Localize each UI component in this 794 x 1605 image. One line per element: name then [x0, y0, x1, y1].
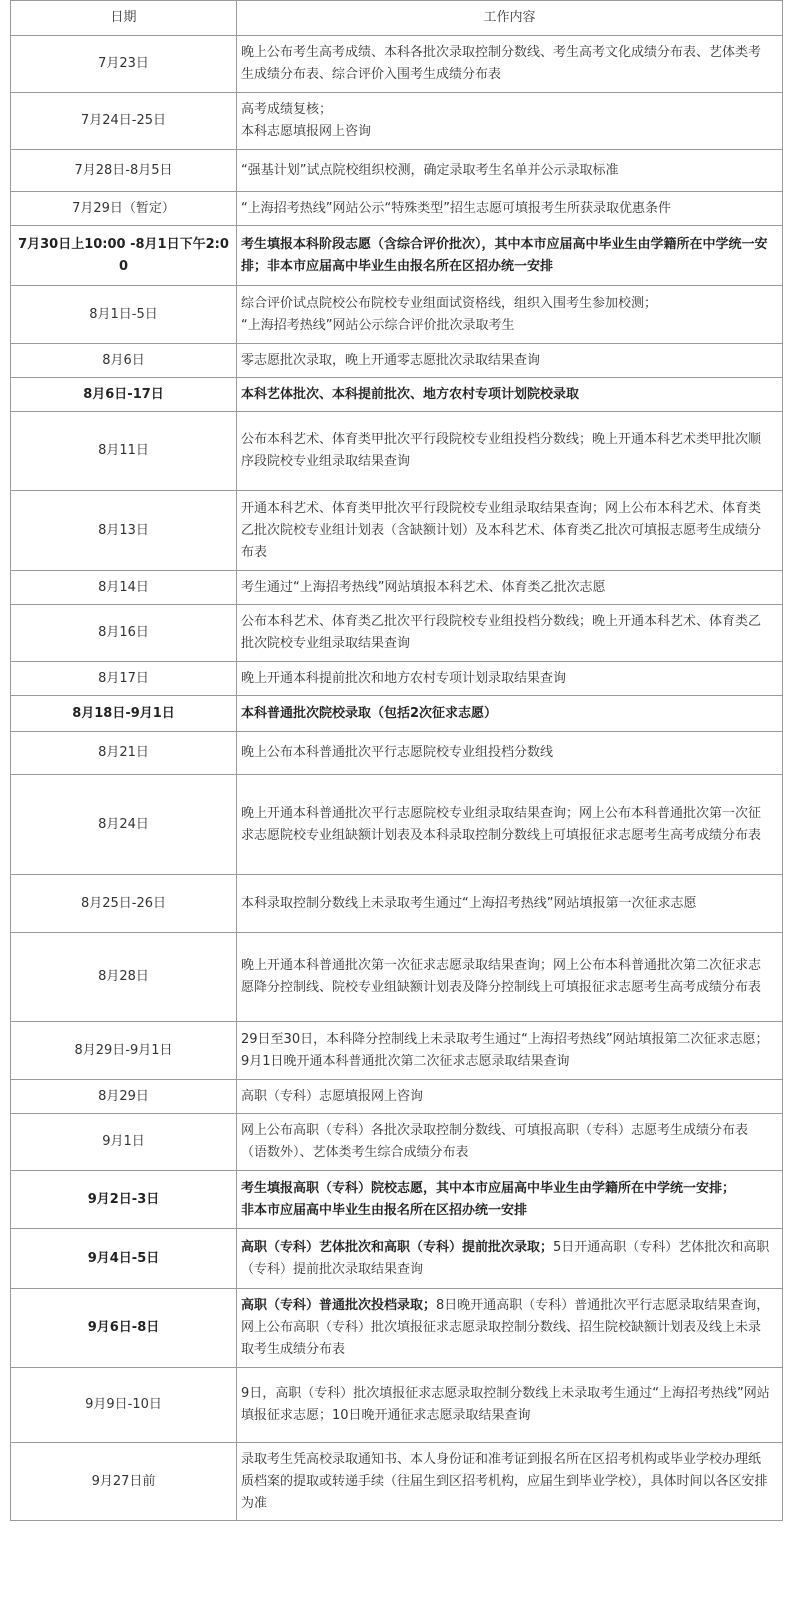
content-cell [237, 1368, 783, 1443]
content-text: “强基计划”试点院校组织校测，确定录取考生名单并公示录取标准 [241, 162, 619, 178]
content-text: 录取考生凭高校录取通知书、本人身份证和准考证到报名所在区招考机构或毕业学校办理纸质档案的提取或转递手续（往届生到区招考机构，应届生到毕业学校），具体时间以各区安排为准 [241, 1451, 768, 1511]
date-cell: 8月11日 [11, 412, 237, 491]
content-cell [237, 378, 783, 412]
content-line [241, 1200, 770, 1222]
date-cell: 9月9日-10日 [11, 1368, 237, 1443]
content-cell [237, 605, 783, 662]
date-cell: 8月1日-5日 [11, 286, 237, 344]
date-cell: 8月6日-17日 [11, 378, 237, 412]
content-text-bold: 非本市应届高中毕业生由报名所在区招办统一安排 [241, 1202, 528, 1218]
table-row [11, 286, 783, 344]
date-cell: 8月29日-9月1日 [11, 1022, 237, 1080]
date-cell: 8月24日 [11, 775, 237, 875]
content-text-bold: 本科普通批次院校录取（包括2次征求志愿） [241, 705, 498, 721]
date-cell: 8月18日-9月1日 [11, 696, 237, 732]
content-line [241, 577, 770, 599]
content-cell [237, 696, 783, 732]
table-row [11, 732, 783, 775]
content-line [241, 668, 770, 690]
content-line [241, 1383, 770, 1427]
content-cell [237, 36, 783, 93]
table-row [11, 696, 783, 732]
content-text: 8日晚开通高职（专科）普通批次平行志愿录取结果查询，网上公布高职（专科）批次填报征求志愿录取控制分数线、招生院校缺额计划表及线上未录取考生成绩分布表 [241, 1298, 770, 1357]
table-row [11, 571, 783, 605]
table-row [11, 605, 783, 662]
date-cell: 7月30日上10:00 -8月1日下午2:00 [11, 226, 237, 286]
content-line [241, 160, 770, 182]
content-cell [237, 1229, 783, 1289]
content-cell [237, 662, 783, 696]
content-text: 9日，高职（专科）批次填报征求志愿录取控制分数线上未录取考生通过“上海招考热线”网站填报征求志愿；10日晚开通征求志愿录取结果查询 [241, 1386, 770, 1423]
content-text-bold: 高职（专科）艺体批次和高职（专科）提前批次录取； [241, 1239, 554, 1255]
table-row [11, 933, 783, 1022]
content-text: 29日至30日，本科降分控制线上未录取考生通过“上海招考热线”网站填报第二次征求志愿；9月1日晚开通本科普通批次第二次征求志愿录取结果查询 [241, 1031, 769, 1069]
content-line [241, 429, 770, 473]
content-text: 高考成绩复核； [241, 102, 333, 117]
content-cell [237, 286, 783, 344]
content-cell [237, 491, 783, 571]
content-line [241, 893, 770, 915]
table-row [11, 875, 783, 933]
date-cell: 8月16日 [11, 605, 237, 662]
content-text: 零志愿批次录取，晚上开通零志愿批次录取结果查询 [241, 352, 541, 368]
content-cell [237, 875, 783, 933]
date-cell: 8月14日 [11, 571, 237, 605]
content-cell [237, 1289, 783, 1368]
date-cell: 8月28日 [11, 933, 237, 1022]
content-cell [237, 192, 783, 226]
content-line [241, 1295, 770, 1361]
content-cell [237, 226, 783, 286]
content-line [241, 611, 770, 655]
content-line [241, 350, 770, 372]
date-cell: 7月28日-8月5日 [11, 150, 237, 192]
content-text: 网上公布高职（专科）各批次录取控制分数线、可填报高职（专科）志愿考生成绩分布表（语数外）、艺体类考生综合成绩分布表 [241, 1123, 749, 1160]
content-cell [237, 571, 783, 605]
content-cell [237, 344, 783, 378]
header-content: 工作内容 [237, 1, 783, 36]
content-cell [237, 1114, 783, 1171]
content-line [241, 1178, 770, 1200]
content-line [241, 99, 770, 121]
content-text: 晚上开通本科提前批次和地方农村专项计划录取结果查询 [241, 670, 567, 686]
content-line [241, 121, 770, 143]
table-row [11, 1022, 783, 1080]
content-line [241, 742, 770, 764]
table-row [11, 1080, 783, 1114]
table-row [11, 1368, 783, 1443]
content-text: “上海招考热线”网站公示综合评价批次录取考生 [241, 317, 515, 333]
content-line [241, 1029, 770, 1073]
content-line [241, 1086, 770, 1108]
table-row [11, 150, 783, 192]
content-cell [237, 732, 783, 775]
table-row [11, 192, 783, 226]
date-cell: 7月29日（暂定） [11, 192, 237, 226]
content-line [241, 315, 770, 337]
date-cell: 8月25日-26日 [11, 875, 237, 933]
content-text: 公布本科艺术、体育类乙批次平行段院校专业组投档分数线；晚上开通本科艺术、体育类乙批次院校专业组录取结果查询 [241, 614, 762, 651]
content-text: 公布本科艺术、体育类甲批次平行段院校专业组投档分数线；晚上开通本科艺术类甲批次顺序段院校专业组录取结果查询 [241, 432, 762, 469]
content-text-bold: 本科艺体批次、本科提前批次、地方农村专项计划院校录取 [241, 386, 580, 402]
content-text: 5日开通高职（专科）艺体批次和高职（专科）提前批次录取结果查询 [241, 1239, 770, 1277]
content-text-bold: 考生填报高职（专科）院校志愿，其中本市应届高中毕业生由学籍所在中学统一安排； [241, 1180, 736, 1196]
content-cell [237, 1443, 783, 1521]
table-header-row [11, 1, 783, 36]
table-row [11, 1229, 783, 1289]
date-cell: 9月1日 [11, 1114, 237, 1171]
table-row [11, 36, 783, 93]
content-line [241, 1237, 770, 1281]
content-line [241, 42, 770, 86]
content-cell [237, 150, 783, 192]
content-line [241, 955, 770, 999]
content-cell [237, 1022, 783, 1080]
content-cell [237, 93, 783, 150]
date-cell: 8月6日 [11, 344, 237, 378]
content-cell [237, 412, 783, 491]
content-text: 晚上公布考生高考成绩、本科各批次录取控制分数线、考生高考文化成绩分布表、艺体类考生成绩分布表、综合评价入围考生成绩分布表 [241, 45, 762, 82]
content-text: 晚上开通本科普通批次第一次征求志愿录取结果查询；网上公布本科普通批次第二次征求志愿降分控制线、院校专业组缺额计划表及降分控制线上可填报征求志愿考生高考成绩分布表 [241, 958, 762, 995]
content-line [241, 384, 770, 406]
date-cell: 8月13日 [11, 491, 237, 571]
date-cell: 8月17日 [11, 662, 237, 696]
content-cell [237, 775, 783, 875]
content-text-bold: 高职（专科）普通批次投档录取； [241, 1298, 437, 1313]
table-row [11, 378, 783, 412]
table-row [11, 93, 783, 150]
content-line [241, 703, 770, 725]
content-text: 晚上公布本科普通批次平行志愿院校专业组投档分数线 [241, 745, 554, 760]
date-cell: 9月2日-3日 [11, 1171, 237, 1229]
content-text: “上海招考热线”网站公示“特殊类型”招生志愿可填报考生所获录取优惠条件 [241, 200, 671, 216]
table-row [11, 1443, 783, 1521]
content-text: 综合评价试点院校公布院校专业组面试资格线，组织入围考生参加校测； [241, 295, 658, 311]
content-cell [237, 1171, 783, 1229]
content-text-bold: 考生填报本科阶段志愿（含综合评价批次），其中本市应届高中毕业生由学籍所在中学统一安排；非本市应届高中毕业生由报名所在区招办统一安排 [241, 236, 768, 274]
table-row [11, 1289, 783, 1368]
content-line [241, 803, 770, 847]
content-text: 开通本科艺术、体育类甲批次平行段院校专业组录取结果查询；网上公布本科艺术、体育类乙批次院校专业组计划表（含缺额计划）及本科艺术、体育类乙批次可填报志愿考生成绩分布表 [241, 500, 762, 560]
date-cell: 7月23日 [11, 36, 237, 93]
date-cell: 8月21日 [11, 732, 237, 775]
content-text: 本科录取控制分数线上未录取考生通过“上海招考热线”网站填报第一次征求志愿 [241, 895, 697, 911]
table-row [11, 226, 783, 286]
content-text: 高职（专科）志愿填报网上咨询 [241, 1088, 424, 1104]
content-text: 考生通过“上海招考热线”网站填报本科艺术、体育类乙批次志愿 [241, 579, 606, 595]
table-row [11, 491, 783, 571]
table-row [11, 1114, 783, 1171]
table-row [11, 1171, 783, 1229]
content-line [241, 234, 770, 278]
table-row [11, 412, 783, 491]
date-cell: 9月4日-5日 [11, 1229, 237, 1289]
table-row [11, 662, 783, 696]
admission-schedule-table [10, 0, 783, 1521]
content-line [241, 293, 770, 315]
content-line [241, 1449, 770, 1515]
content-line [241, 1120, 770, 1164]
content-line [241, 198, 770, 220]
table-row [11, 775, 783, 875]
content-cell [237, 933, 783, 1022]
header-date: 日期 [11, 1, 237, 36]
date-cell: 9月6日-8日 [11, 1289, 237, 1368]
date-cell: 8月29日 [11, 1080, 237, 1114]
content-text: 晚上开通本科普通批次平行志愿院校专业组录取结果查询；网上公布本科普通批次第一次征求志愿院校专业组缺额计划表及本科录取控制分数线上可填报征求志愿考生高考成绩分布表 [241, 805, 762, 843]
content-text: 本科志愿填报网上咨询 [241, 124, 372, 139]
table-body [11, 36, 783, 1521]
date-cell: 9月27日前 [11, 1443, 237, 1521]
content-line [241, 498, 770, 564]
table-row [11, 344, 783, 378]
date-cell: 7月24日-25日 [11, 93, 237, 150]
content-cell [237, 1080, 783, 1114]
